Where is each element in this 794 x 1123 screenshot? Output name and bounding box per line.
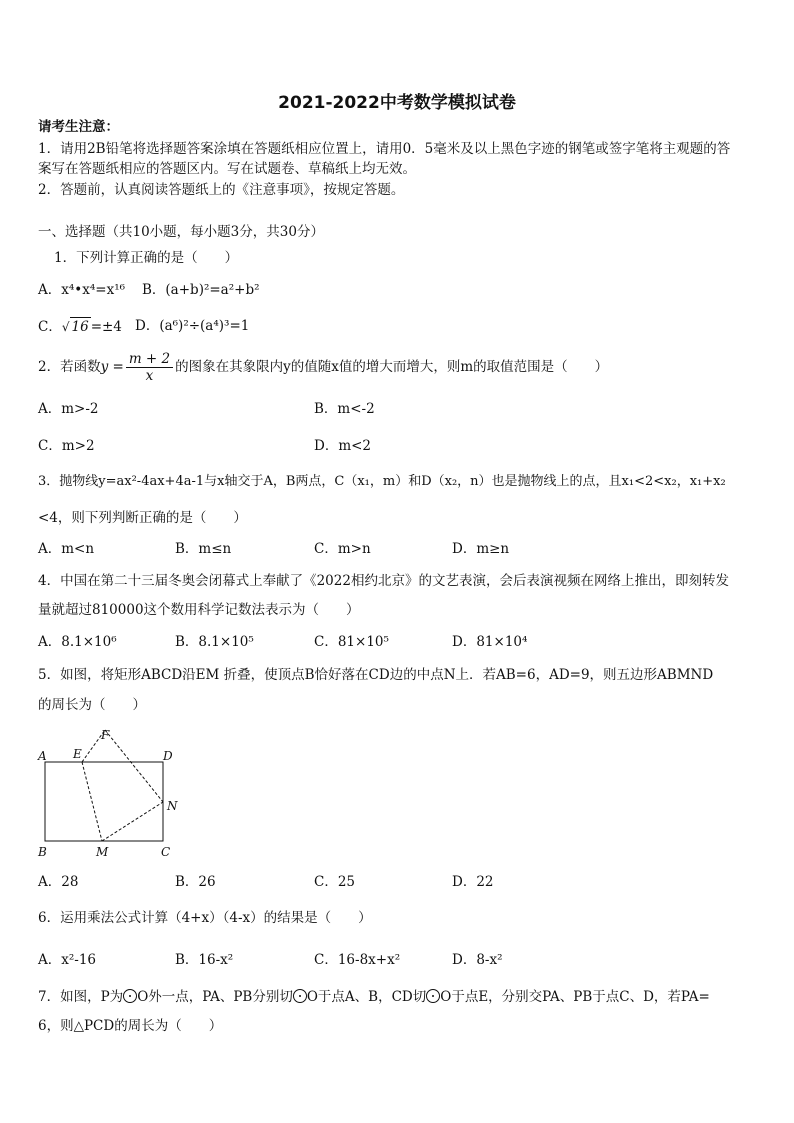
q1-option-c-radicand: 16 bbox=[71, 319, 89, 335]
q6-option-b: B．16-x² bbox=[175, 952, 234, 968]
q5-option-c: C．25 bbox=[314, 874, 356, 890]
q7-stem-b: 6，则△PCD的周长为（ ） bbox=[38, 1018, 223, 1034]
notice-heading: 请考生注意： bbox=[38, 119, 119, 135]
label-b: B bbox=[38, 845, 47, 859]
q2-option-b: B．m<-2 bbox=[314, 401, 375, 417]
q7-stem-part-1: 7．如图，P为 bbox=[38, 989, 124, 1005]
label-f: F bbox=[101, 728, 110, 742]
q5-option-d: D．22 bbox=[452, 874, 494, 890]
q1-option-c-label: C． bbox=[38, 319, 62, 335]
segment-mn bbox=[102, 802, 163, 841]
q7-stem-part-2: O外一点，PA、PB分别切 bbox=[137, 989, 293, 1005]
q2-y-eq: y = bbox=[100, 359, 124, 375]
q2-stem-end: 的图象在其象限内y的值随x值的增大而增大，则m的取值范围是（ ） bbox=[175, 359, 609, 375]
segment-fn bbox=[105, 730, 163, 802]
circle-dot-icon bbox=[123, 989, 137, 1003]
q1-option-a: A．x⁴•x⁴=x¹⁶ bbox=[38, 282, 126, 298]
q7-stem-part-3: O于点A、B，CD切 bbox=[306, 989, 427, 1005]
q3-option-d: D．m≥n bbox=[452, 541, 510, 557]
q2-option-d: D．m<2 bbox=[314, 438, 372, 454]
q3-stem-b: <4，则下列判断正确的是（ ） bbox=[38, 510, 247, 526]
q2-fraction bbox=[126, 351, 173, 384]
q1-option-d: D．(a⁶)²÷(a⁴)³=1 bbox=[135, 318, 250, 334]
q2-option-c: C．m>2 bbox=[38, 438, 95, 454]
q1-option-b: B．(a+b)²=a²+b² bbox=[142, 282, 260, 298]
notice-item-1b: 案写在答题纸相应的答题区内。写在试题卷、草稿纸上均无效。 bbox=[38, 161, 416, 177]
q6-option-d: D．8-x² bbox=[452, 952, 503, 968]
q4-option-c: C．81×10⁵ bbox=[314, 634, 389, 650]
q2-numerator: m + 2 bbox=[126, 351, 173, 368]
label-c: C bbox=[161, 845, 171, 859]
q7-stem-a bbox=[38, 988, 710, 1006]
label-d: D bbox=[163, 749, 173, 763]
section-heading: 一、选择题（共10小题，每小题3分，共30分） bbox=[38, 224, 324, 240]
q5-figure bbox=[30, 722, 190, 862]
q7-stem-part-4: O于点E，分别交PA、PB于点C、D，若PA= bbox=[440, 989, 710, 1005]
q1-option-c bbox=[38, 317, 122, 336]
notice-item-2: 2．答题前，认真阅读答题纸上的《注意事项》，按规定答题。 bbox=[38, 182, 405, 198]
sqrt-icon: √ bbox=[61, 320, 70, 334]
q5-stem-b: 的周长为（ ） bbox=[38, 697, 146, 713]
q6-stem: 6．运用乘法公式计算（4+x）（4-x）的结果是（ ） bbox=[38, 910, 372, 926]
q2-denominator: x bbox=[145, 368, 154, 384]
q3-stem-a: 3．抛物线y=ax²-4ax+4a-1与x轴交于A，B两点，C（x₁，m）和D（x₂，n）也是抛物线上的点，且x₁<2<x₂，x₁+x₂ bbox=[38, 474, 726, 489]
q1-option-c-tail: =±4 bbox=[90, 319, 122, 335]
q5-stem-a: 5．如图，将矩形ABCD沿EM 折叠，使顶点B恰好落在CD边的中点N上．若AB=6，AD=9，则五边形ABMND bbox=[38, 667, 714, 683]
q5-option-b: B．26 bbox=[175, 874, 216, 890]
q5-option-a: A．28 bbox=[38, 874, 79, 890]
notice-item-1a: 1．请用2B铅笔将选择题答案涂填在答题纸相应位置上，请用0．5毫米及以上黑色字迹的钢笔或签字笔将主观题的答 bbox=[38, 141, 731, 157]
q4-option-a: A．8.1×10⁶ bbox=[38, 634, 117, 650]
label-m: M bbox=[96, 845, 109, 859]
label-e: E bbox=[73, 747, 82, 761]
q4-option-d: D．81×10⁴ bbox=[452, 634, 528, 650]
q2-stem bbox=[38, 349, 608, 385]
q3-option-c: C．m>n bbox=[314, 541, 371, 557]
q1-stem: 1．下列计算正确的是（ ） bbox=[54, 250, 239, 266]
q4-option-b: B．8.1×10⁵ bbox=[175, 634, 254, 650]
circle-dot-icon bbox=[426, 989, 440, 1003]
q4-stem-a: 4．中国在第二十三届冬奥会闭幕式上奉献了《2022相约北京》的文艺表演，会后表演视频在网络上推出，即刻转发 bbox=[38, 573, 729, 589]
label-a: A bbox=[38, 749, 47, 763]
page-title: 2021-2022中考数学模拟试卷 bbox=[278, 93, 516, 113]
q2-option-a: A．m>-2 bbox=[38, 401, 99, 417]
circle-dot-icon bbox=[293, 989, 307, 1003]
q3-option-a: A．m<n bbox=[38, 541, 95, 557]
q3-option-b: B．m≤n bbox=[175, 541, 232, 557]
q6-option-a: A．x²-16 bbox=[38, 952, 97, 968]
q6-option-c: C．16-8x+x² bbox=[314, 952, 401, 968]
q4-stem-b: 量就超过810000这个数用科学记数法表示为（ ） bbox=[38, 602, 360, 618]
rectangle-abcd bbox=[45, 762, 163, 841]
label-n: N bbox=[167, 799, 178, 813]
q2-stem-start: 2．若函数 bbox=[38, 359, 101, 375]
fold-line-em bbox=[82, 762, 102, 841]
